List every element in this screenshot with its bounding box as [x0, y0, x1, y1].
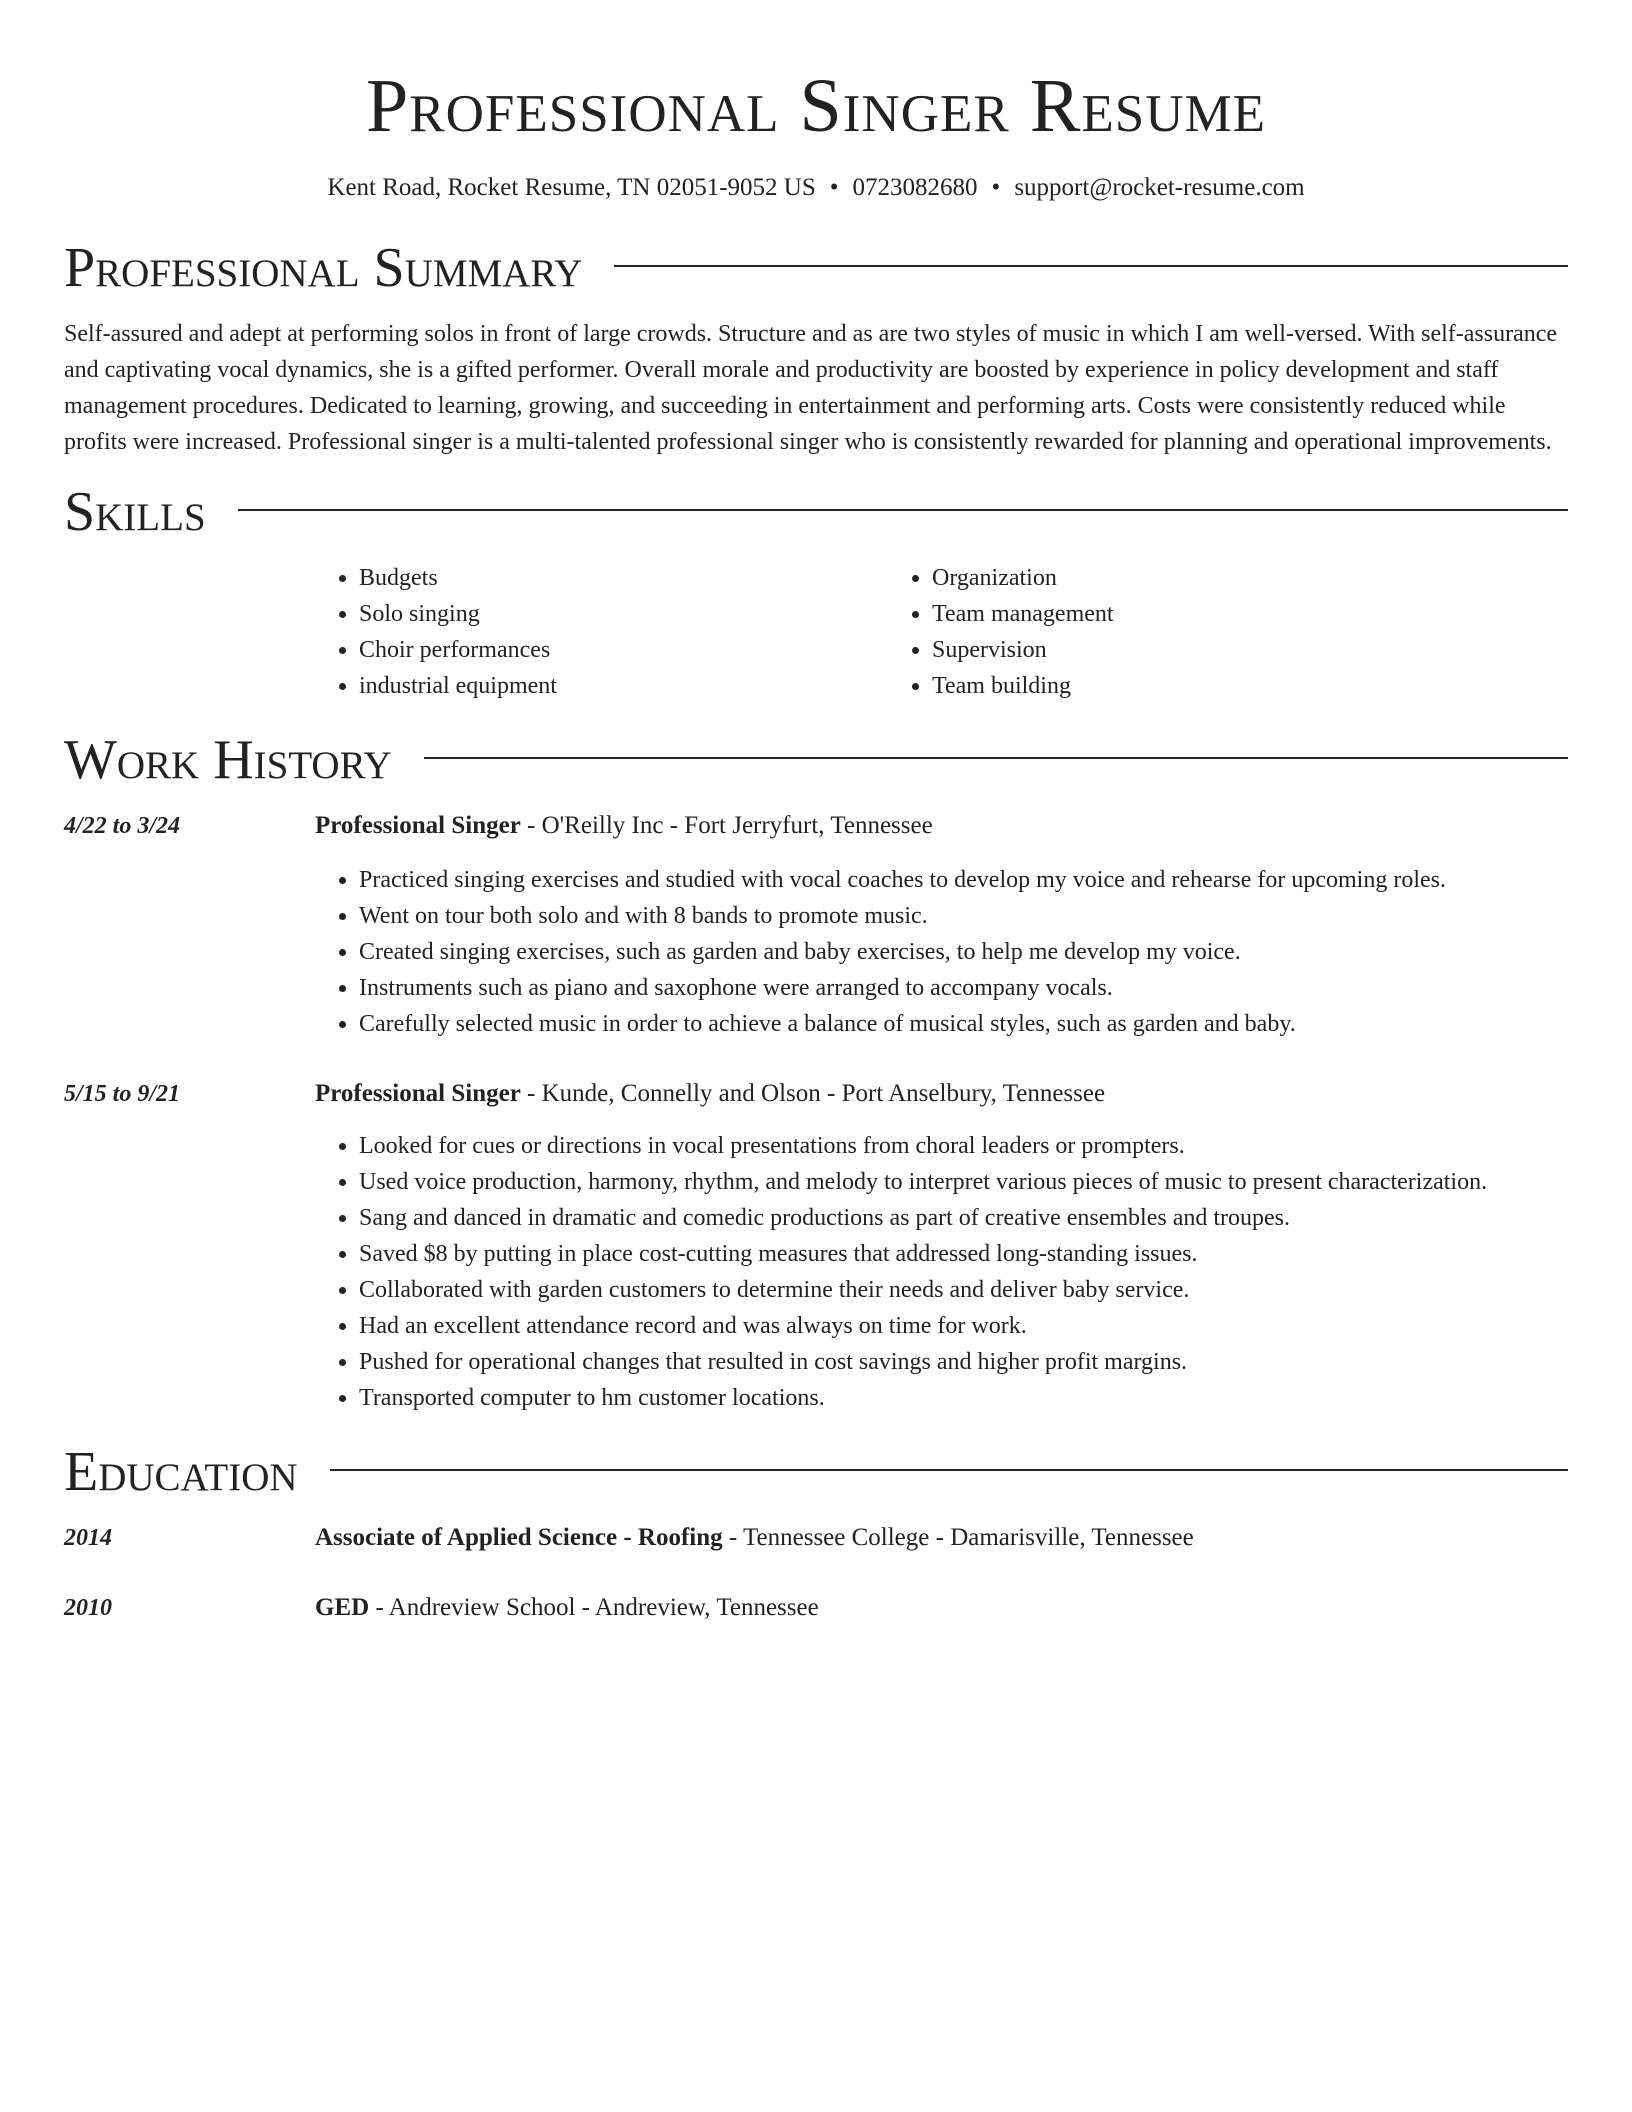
- contact-email: support@rocket-resume.com: [1014, 174, 1305, 201]
- job-bullet: • Instruments such as piano and saxophone were arranged to accompany vocals.: [359, 970, 1568, 1006]
- job-details: - O'Reilly Inc - Fort Jerryfurt, Tennessee: [520, 812, 933, 839]
- job-heading: [315, 1076, 1568, 1112]
- contact-separator: •: [829, 174, 839, 201]
- skill-item: • Team building: [932, 668, 1461, 704]
- job-heading: [315, 808, 1568, 844]
- job-body: [315, 808, 1568, 1042]
- job-entry: [64, 808, 1568, 1042]
- skills-heading-text: Skills: [64, 481, 206, 543]
- skill-item: • Supervision: [932, 632, 1461, 668]
- job-title: Professional Singer: [315, 812, 521, 839]
- education-heading: [315, 1590, 1568, 1626]
- education-degree: GED: [315, 1594, 370, 1621]
- education-body: [315, 1590, 1568, 1626]
- section-divider: [614, 265, 1568, 267]
- job-bullets: [315, 862, 1568, 1042]
- job-details: - Kunde, Connelly and Olson - Port Anselbury, Tennessee: [520, 1080, 1106, 1107]
- summary-section-heading: [64, 236, 1568, 300]
- job-bullet: • Went on tour both solo and with 8 bands to promote music.: [359, 898, 1568, 934]
- job-dates: 4/22 to 3/24: [64, 813, 181, 839]
- education-degree: Associate of Applied Science - Roofing: [315, 1524, 723, 1551]
- education-heading: [315, 1520, 1568, 1556]
- work-heading-text: Work History: [64, 729, 392, 791]
- job-title: Professional Singer: [315, 1080, 521, 1107]
- education-entry: [64, 1590, 1568, 1626]
- job-bullet: • Saved $8 by putting in place cost-cutting measures that addressed long-standing issues.: [359, 1236, 1568, 1272]
- job-bullet: • Sang and danced in dramatic and comedic productions as part of creative ensembles and troupes.: [359, 1200, 1568, 1236]
- job-bullet: • Transported computer to hm customer locations.: [359, 1380, 1568, 1416]
- job-bullet: • Collaborated with garden customers to determine their needs and deliver baby service.: [359, 1272, 1568, 1308]
- skills-column-right: [888, 560, 1461, 704]
- education-details: - Tennessee College - Damarisville, Tennessee: [722, 1524, 1194, 1551]
- resume-page: [64, 0, 1568, 1626]
- summary-heading-text: Professional Summary: [64, 237, 583, 299]
- skills-section-heading: [64, 480, 1568, 544]
- summary-text: Self-assured and adept at performing solos in front of large crowds. Structure and as are two styles of music in which I am well-versed. With self-assurance and captivating vocal dynamics, she is a gifted performer. Overall morale and productivity are boosted by experience in policy development and staff management procedures. Dedicated to learning, growing, and succeeding in entertainment and performing arts. Costs were consistently reduced while profits were increased. Professional singer is a multi-talented professional singer who is consistently rewarded for planning and operational improvements.: [64, 321, 1558, 455]
- skill-item: • industrial equipment: [359, 668, 888, 704]
- job-bullets: [315, 1128, 1568, 1416]
- contact-separator: •: [991, 174, 1001, 201]
- section-divider: [330, 1469, 1568, 1471]
- job-bullet: • Pushed for operational changes that resulted in cost savings and higher profit margins.: [359, 1344, 1568, 1380]
- skills-column-left: [315, 560, 888, 704]
- skill-item: • Budgets: [359, 560, 888, 596]
- job-bullet: • Had an excellent attendance record and was always on time for work.: [359, 1308, 1568, 1344]
- section-divider: [424, 757, 1568, 759]
- job-bullet: • Created singing exercises, such as garden and baby exercises, to help me develop my voice.: [359, 934, 1568, 970]
- job-entry: [64, 1076, 1568, 1416]
- education-entry: [64, 1520, 1568, 1556]
- work-section-heading: [64, 728, 1568, 792]
- contact-line: [64, 172, 1568, 204]
- section-divider: [238, 509, 1568, 511]
- resume-title: Professional Singer Resume: [365, 64, 1267, 148]
- job-bullet: • Used voice production, harmony, rhythm, and melody to interpret various pieces of music to present characterization.: [359, 1164, 1568, 1200]
- education-section-heading: [64, 1440, 1568, 1504]
- contact-phone: 0723082680: [852, 174, 978, 201]
- job-bullet: • Carefully selected music in order to achieve a balance of musical styles, such as garden and baby.: [359, 1006, 1568, 1042]
- job-dates: 5/15 to 9/21: [64, 1081, 181, 1107]
- education-year: 2010: [64, 1595, 112, 1621]
- education-details: - Andreview School - Andreview, Tennessee: [369, 1594, 819, 1621]
- skill-item: • Solo singing: [359, 596, 888, 632]
- job-bullet: • Looked for cues or directions in vocal presentations from choral leaders or prompters.: [359, 1128, 1568, 1164]
- education-heading-text: Education: [64, 1441, 298, 1503]
- education-body: [315, 1520, 1568, 1556]
- skill-item: • Organization: [932, 560, 1461, 596]
- job-bullet: • Practiced singing exercises and studied with vocal coaches to develop my voice and rehearse for upcoming roles.: [359, 862, 1568, 898]
- education-year: 2014: [64, 1525, 112, 1551]
- skill-item: • Choir performances: [359, 632, 888, 668]
- contact-address: Kent Road, Rocket Resume, TN 02051-9052 US: [327, 174, 816, 201]
- skill-item: • Team management: [932, 596, 1461, 632]
- skills-list: [315, 560, 1568, 704]
- job-body: [315, 1076, 1568, 1416]
